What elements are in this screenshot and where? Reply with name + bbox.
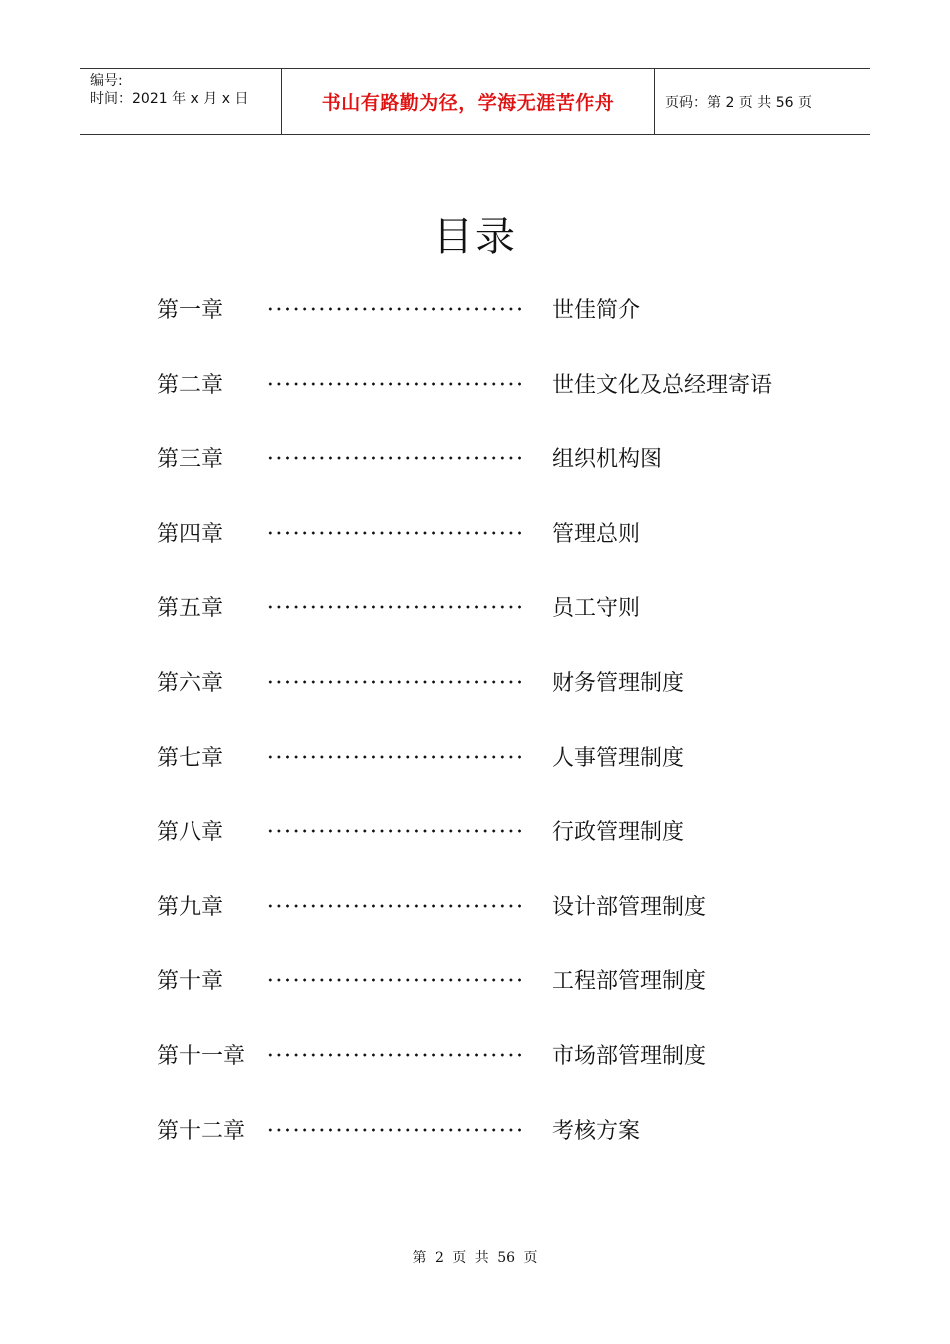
toc-dot-leader xyxy=(266,829,524,833)
toc-chapter-label: 第八章 xyxy=(157,820,224,846)
toc-entry[interactable] xyxy=(0,741,950,773)
page-header xyxy=(80,68,870,135)
page-footer: 第 2 页 共 56 页 xyxy=(412,1250,538,1266)
header-page-info-cell xyxy=(655,69,870,134)
toc-entry[interactable] xyxy=(0,591,950,623)
header-meta xyxy=(80,69,282,134)
toc-topic-label: 世佳文化及总经理寄语 xyxy=(552,372,773,398)
toc-dot-leader xyxy=(266,904,524,908)
toc-dot-leader xyxy=(266,307,524,311)
toc-chapter-label: 第九章 xyxy=(157,894,224,920)
toc-chapter-label: 第一章 xyxy=(157,298,224,323)
toc-topic-label: 员工守则 xyxy=(552,596,641,622)
toc-topic-label: 市场部管理制度 xyxy=(552,1044,707,1069)
toc-entry[interactable] xyxy=(0,890,950,922)
toc-topic-label: 工程部管理制度 xyxy=(552,969,707,995)
toc-entry[interactable] xyxy=(0,666,950,698)
toc-chapter-label: 第四章 xyxy=(157,521,224,547)
toc-entry[interactable] xyxy=(0,442,950,474)
toc-entry[interactable] xyxy=(0,964,950,996)
page-title: 目录 xyxy=(433,214,517,260)
toc-topic-label: 世佳简介 xyxy=(552,298,641,323)
toc-chapter-label: 第六章 xyxy=(157,671,224,696)
toc-chapter-label: 第十二章 xyxy=(157,1118,246,1144)
toc-chapter-label: 第十一章 xyxy=(157,1044,246,1069)
toc-dot-leader xyxy=(266,382,524,386)
toc-dot-leader xyxy=(266,605,524,609)
header-page-info: 页码：第 2 页 共 56 页 xyxy=(665,94,812,111)
toc-entry[interactable] xyxy=(0,293,950,325)
toc-topic-label: 管理总则 xyxy=(552,521,641,547)
toc-dot-leader xyxy=(266,978,524,982)
toc-chapter-label: 第十章 xyxy=(157,969,224,995)
toc-topic-label: 行政管理制度 xyxy=(552,820,685,846)
toc-dot-leader xyxy=(266,755,524,759)
toc-entry[interactable] xyxy=(0,517,950,549)
toc-chapter-label: 第二章 xyxy=(157,372,224,398)
date-line: 时间：2021 年 x 月 x 日 xyxy=(90,91,249,107)
toc-topic-label: 考核方案 xyxy=(552,1118,641,1144)
toc-chapter-label: 第五章 xyxy=(157,596,224,622)
toc-entry[interactable] xyxy=(0,1114,950,1146)
toc-dot-leader xyxy=(266,1053,524,1057)
toc-entry[interactable] xyxy=(0,815,950,847)
toc-topic-label: 人事管理制度 xyxy=(552,745,685,771)
toc-dot-leader xyxy=(266,531,524,535)
toc-dot-leader xyxy=(266,456,524,460)
toc-entry[interactable] xyxy=(0,1039,950,1071)
toc-topic-label: 财务管理制度 xyxy=(552,671,685,696)
toc-dot-leader xyxy=(266,1128,524,1132)
toc-topic-label: 设计部管理制度 xyxy=(552,894,707,920)
toc-chapter-label: 第七章 xyxy=(157,745,224,771)
toc-chapter-label: 第三章 xyxy=(157,447,224,473)
toc-dot-leader xyxy=(266,680,524,684)
serial-label: 编号: xyxy=(90,73,123,89)
header-motto: 书山有路勤为径，学海无涯苦作舟 xyxy=(321,92,615,114)
toc-topic-label: 组织机构图 xyxy=(552,447,663,473)
header-motto-cell xyxy=(282,69,655,134)
toc-entry[interactable] xyxy=(0,368,950,400)
